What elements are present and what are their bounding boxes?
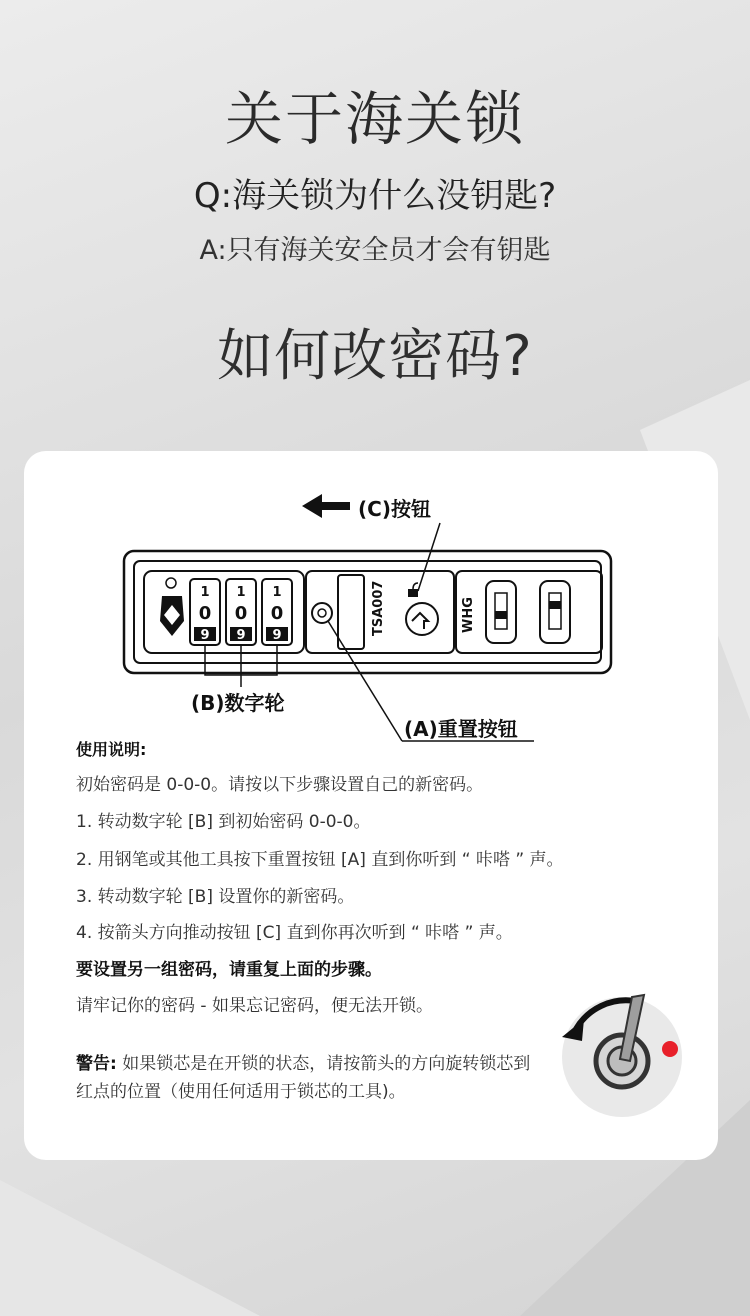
wheel-1-mid: 0: [198, 603, 212, 624]
instruction-card: [24, 451, 718, 1160]
wheel-1-bottom: 9: [200, 628, 210, 643]
step-2: 2. 用钢笔或其他工具按下重置按钮 [A] 直到你听到 “ 咔嗒 ” 声。: [76, 850, 564, 870]
push-arrow-icon: [302, 494, 350, 518]
step-1: 1. 转动数字轮 [B] 到初始密码 0-0-0。: [76, 812, 371, 832]
page-title: 关于海关锁: [224, 85, 525, 153]
remember-note: 请牢记你的密码 - 如果忘记密码，便无法开锁。: [76, 996, 433, 1016]
lock-core-illustration: [540, 979, 690, 1129]
digit-wheel-label: (B)数字轮: [191, 691, 285, 715]
faq-question: Q:海关锁为什么没钥匙?: [193, 176, 557, 216]
wheel-3-bottom: 9: [272, 628, 282, 643]
button-c-label: (C)按钮: [358, 497, 431, 521]
tsa-button-icon: [406, 583, 438, 635]
faq-answer: A:只有海关安全员才会有钥匙: [199, 235, 551, 266]
model-text: TSA007: [371, 580, 386, 636]
warning-body: 如果锁芯是在开锁的状态，请按箭头的方向旋转锁芯到红点的位置（使用任何适用于锁芯的工具)。: [76, 1054, 531, 1102]
usage-title: 使用说明:: [76, 740, 147, 759]
red-dot-icon: [662, 1041, 678, 1057]
step-4: 4. 按箭头方向推动按钮 [C] 直到你再次听到 “ 咔嗒 ” 声。: [76, 923, 513, 943]
wheel-2-top: 1: [236, 585, 246, 600]
reset-button-label: (A)重置按钮: [404, 717, 518, 741]
brand-text: WHG: [461, 597, 476, 633]
step-3: 3. 转动数字轮 [B] 设置你的新密码。: [76, 887, 355, 907]
wheel-2-mid: 0: [234, 603, 248, 624]
wheel-3-top: 1: [272, 585, 282, 600]
warning-label: 警告:: [76, 1054, 117, 1074]
warning-text: [76, 1050, 546, 1106]
shield-logo-icon: [160, 578, 184, 636]
slider-icon: [486, 581, 570, 643]
repeat-note: 要设置另一组密码，请重复上面的步骤。: [76, 960, 382, 980]
reset-button-icon: [312, 603, 332, 623]
wheel-3-mid: 0: [270, 603, 284, 624]
intro-text: 初始密码是 0-0-0。请按以下步骤设置自己的新密码。: [76, 775, 484, 795]
section-title: 如何改密码?: [217, 324, 533, 389]
wheel-2-bottom: 9: [236, 628, 246, 643]
wheel-1-top: 1: [200, 585, 210, 600]
